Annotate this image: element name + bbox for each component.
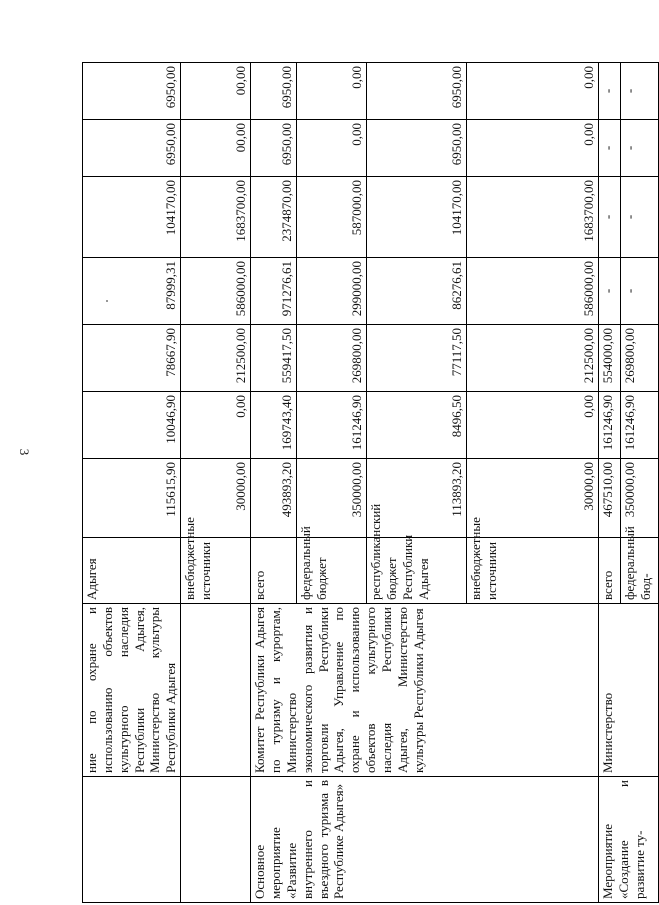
cell-value: 115615,90 bbox=[83, 459, 181, 538]
cell-value: 6950,00 bbox=[251, 63, 297, 120]
cell-value: 467510,00 bbox=[599, 459, 621, 538]
cell-value: 161246,90 bbox=[297, 392, 367, 459]
cell-source: Адыгея bbox=[83, 538, 181, 604]
cell-value: 104170,00 bbox=[367, 177, 467, 258]
cell-value: 299000,00 bbox=[297, 258, 367, 325]
cell-value: 586000,00 bbox=[181, 258, 251, 325]
cell-value: - bbox=[621, 120, 659, 177]
cell-value: 161246,90 bbox=[599, 392, 621, 459]
budget-table bbox=[82, 62, 659, 903]
cell-value: 10046,90 bbox=[83, 392, 181, 459]
cell-value: 269800,00 bbox=[621, 325, 659, 392]
cell-value: 587000,00 bbox=[297, 177, 367, 258]
cell-value: 6950,00 bbox=[251, 120, 297, 177]
cell-value: 6950,00 bbox=[83, 120, 181, 177]
cell-value: 0,00 bbox=[181, 392, 251, 459]
cell-source: всего bbox=[251, 538, 297, 604]
cell-source: внебюджетные источники bbox=[467, 538, 599, 604]
cell-value: 2374870,00 bbox=[251, 177, 297, 258]
cell-value: 00,00 bbox=[181, 120, 251, 177]
cell-value: 493893,20 bbox=[251, 459, 297, 538]
cell-value: 30000,00 bbox=[181, 459, 251, 538]
cell-measure: Основное мероприятие «Развитие внутреннего и въездного туризма в Республике Адыгея» bbox=[251, 777, 599, 903]
cell-source: федеральный бюджет bbox=[297, 538, 367, 604]
cell-value: 212500,00 bbox=[467, 325, 599, 392]
cell-value: 78667,90 bbox=[83, 325, 181, 392]
cell-value: 87999,31 bbox=[83, 258, 181, 325]
cell-value: 00,00 bbox=[181, 63, 251, 120]
cell-value: - bbox=[621, 63, 659, 120]
cell-value: 169743,40 bbox=[251, 392, 297, 459]
cell-value: 77117,50 bbox=[367, 325, 467, 392]
cell-value: 350000,00 bbox=[621, 459, 659, 538]
page-number: 3 bbox=[17, 448, 32, 456]
cell-value: 1683700,00 bbox=[181, 177, 251, 258]
cell-value: 1683700,00 bbox=[467, 177, 599, 258]
cell-value: 559417,50 bbox=[251, 325, 297, 392]
cell-executor bbox=[181, 604, 251, 777]
cell-value: - bbox=[599, 63, 621, 120]
cell-value: 0,00 bbox=[467, 63, 599, 120]
cell-value: 212500,00 bbox=[181, 325, 251, 392]
cell-value: 104170,00 bbox=[83, 177, 181, 258]
cell-value: - bbox=[599, 177, 621, 258]
rotated-table-wrapper bbox=[82, 63, 654, 903]
cell-value: 586000,00 bbox=[467, 258, 599, 325]
cell-value: 0,00 bbox=[467, 392, 599, 459]
table-row bbox=[599, 63, 621, 903]
cell-source: федеральный бюд- bbox=[621, 538, 659, 604]
cell-value: 269800,00 bbox=[297, 325, 367, 392]
cell-value: 161246,90 bbox=[621, 392, 659, 459]
cell-value: 6950,00 bbox=[367, 120, 467, 177]
table-row bbox=[83, 63, 181, 903]
table-row bbox=[251, 63, 297, 903]
cell-value: 113893,20 bbox=[367, 459, 467, 538]
cell-source: республиканский бюджет Республики Адыгея bbox=[367, 538, 467, 604]
cell-measure: Мероприятие «Создание и развитие ту- bbox=[599, 777, 659, 903]
cell-value: 350000,00 bbox=[297, 459, 367, 538]
cell-value: 30000,00 bbox=[467, 459, 599, 538]
cell-measure bbox=[83, 777, 181, 903]
cell-value: 554000,00 bbox=[599, 325, 621, 392]
cell-source: внебюджетные источники bbox=[181, 538, 251, 604]
cell-value: 0,00 bbox=[297, 63, 367, 120]
cell-value: 6950,00 bbox=[83, 63, 181, 120]
cell-value: 971276,61 bbox=[251, 258, 297, 325]
cell-value: 86276,61 bbox=[367, 258, 467, 325]
cell-value: 6950,00 bbox=[367, 63, 467, 120]
cell-executor: Комитет Республики Адыгея по туризму и курортам, Министерство экономического развития и торговли Республики Адыгея, Управление по охране и использованию объектов культурного наследия Республики Адыгея, Министерство культуры Республики Адыгея bbox=[251, 604, 599, 777]
cell-value: - bbox=[599, 120, 621, 177]
cell-value: - bbox=[621, 177, 659, 258]
table-row bbox=[181, 63, 251, 903]
cell-executor: ние по охране и использованию объектов культурного наследия Республики Адыгея, Министерство культуры Республики Адыгея bbox=[83, 604, 181, 777]
cell-source: всего bbox=[599, 538, 621, 604]
cell-measure bbox=[181, 777, 251, 903]
cell-value: - bbox=[599, 258, 621, 325]
cell-executor: Министерство bbox=[599, 604, 659, 777]
cell-value: - bbox=[621, 258, 659, 325]
cell-value: 8496,50 bbox=[367, 392, 467, 459]
cell-value: 0,00 bbox=[297, 120, 367, 177]
cell-value: 0,00 bbox=[467, 120, 599, 177]
